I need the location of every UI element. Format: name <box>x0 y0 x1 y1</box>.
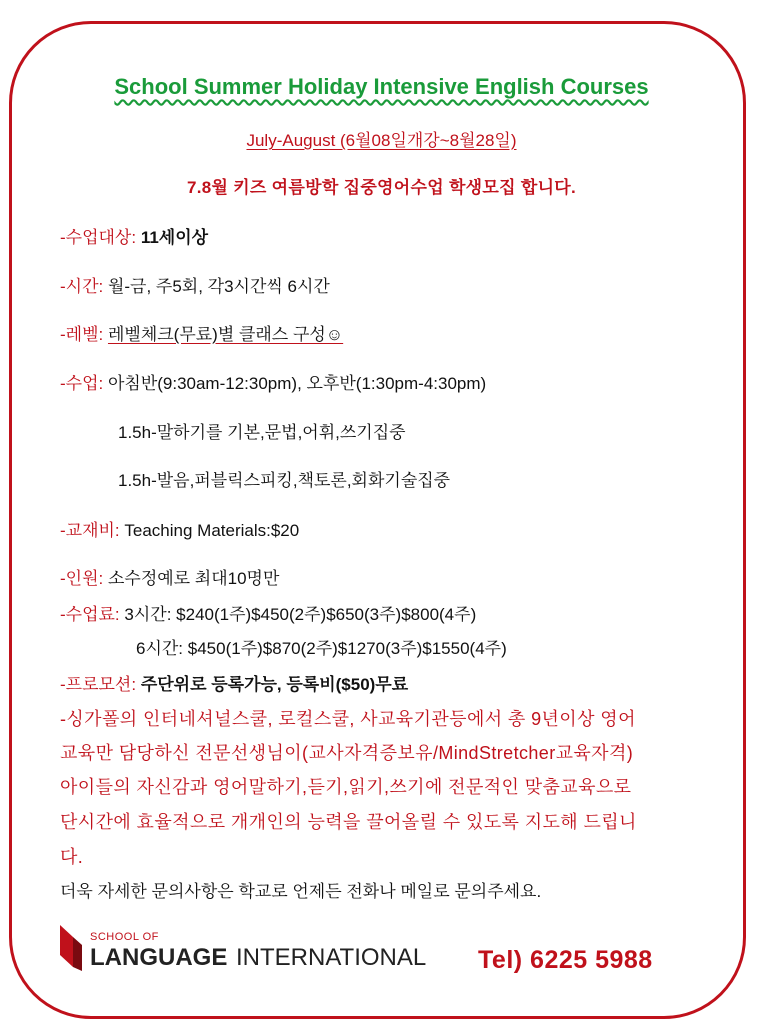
time-row <box>60 276 330 298</box>
promotion-label: -프로모션: <box>60 675 137 694</box>
headline: 7.8월 키즈 여름방학 집중영어수업 학생모집 합니다. <box>186 178 577 197</box>
capacity-label: -인원: <box>60 569 104 588</box>
fees-label: -수업료: <box>60 605 120 624</box>
materials-row <box>60 520 299 542</box>
promotion-row <box>60 674 408 696</box>
classes-detail-1: 1.5h-말하기를 기본,문법,어휘,쓰기집중 <box>118 423 406 442</box>
level-label: -레벨: <box>60 325 104 344</box>
logo-international-text: INTERNATIONAL <box>236 944 427 971</box>
fees-row1-label: 3시간: <box>124 605 172 624</box>
logo-small-text: SCHOOL OF <box>90 931 159 943</box>
fees-row2-label: 6시간: <box>136 639 184 658</box>
classes-row <box>60 373 486 395</box>
materials-label: -교재비: <box>60 521 120 540</box>
classes-value: 아침반(9:30am-12:30pm), 오후반(1:30pm-4:30pm) <box>107 374 487 393</box>
target-value: 11세이상 <box>140 228 209 247</box>
classes-detail-2: 1.5h-발음,퍼블릭스피킹,책토론,회화기술집중 <box>118 471 451 490</box>
contact-note: 더욱 자세한 문의사항은 학교로 언제든 전화나 메일로 문의주세요. <box>60 882 542 901</box>
description-line-5: 다. <box>60 847 84 867</box>
flyer-title: School Summer Holiday Intensive English Courses <box>114 74 649 99</box>
time-label: -시간: <box>60 277 104 296</box>
telephone-number: Tel) 6225 5988 <box>478 946 653 974</box>
fees-row1-value: $240(1주)$450(2주)$650(3주)$800(4주) <box>176 605 477 624</box>
materials-value: Teaching Materials:$20 <box>124 521 300 540</box>
description-line-2: 교육만 담당하신 전문선생님이(교사자격증보유/MindStretcher교육자격) <box>60 743 634 763</box>
capacity-row <box>60 568 279 590</box>
description-line-3: 아이들의 자신감과 영어말하기,듣기,읽기,쓰기에 전문적인 맞춤교육으로 <box>60 777 632 797</box>
description-line-4: 단시간에 효율적으로 개개인의 능력을 끌어올릴 수 있도록 지도해 드립니 <box>60 812 637 832</box>
classes-label: -수업: <box>60 374 104 393</box>
capacity-value: 소수정예로 최대10명만 <box>107 569 280 588</box>
target-label: -수업대상: <box>60 228 137 247</box>
description-line-1: -싱가폴의 인터네셔널스쿨, 로컬스쿨, 사교육기관등에서 총 9년이상 영어 <box>60 709 636 729</box>
course-period: July-August (6월08일개강~8월28일) <box>246 131 517 150</box>
fees-row-1 <box>60 604 476 626</box>
fees-row2-value: $450(1주)$870(2주)$1270(3주)$1550(4주) <box>187 639 507 658</box>
level-value: 레벨체크(무료)별 클래스 구성☺ <box>107 325 344 344</box>
logo-mark-icon <box>60 925 73 967</box>
fees-row-2 <box>136 638 507 660</box>
level-row <box>60 324 343 346</box>
logo-language-text: LANGUAGE <box>90 944 228 971</box>
school-logo <box>60 925 430 973</box>
target-row <box>60 227 208 249</box>
time-value: 월-금, 주5회, 각3시간씩 6시간 <box>107 277 330 296</box>
promotion-value: 주단위로 등록가능, 등록비($50)무료 <box>140 675 409 694</box>
